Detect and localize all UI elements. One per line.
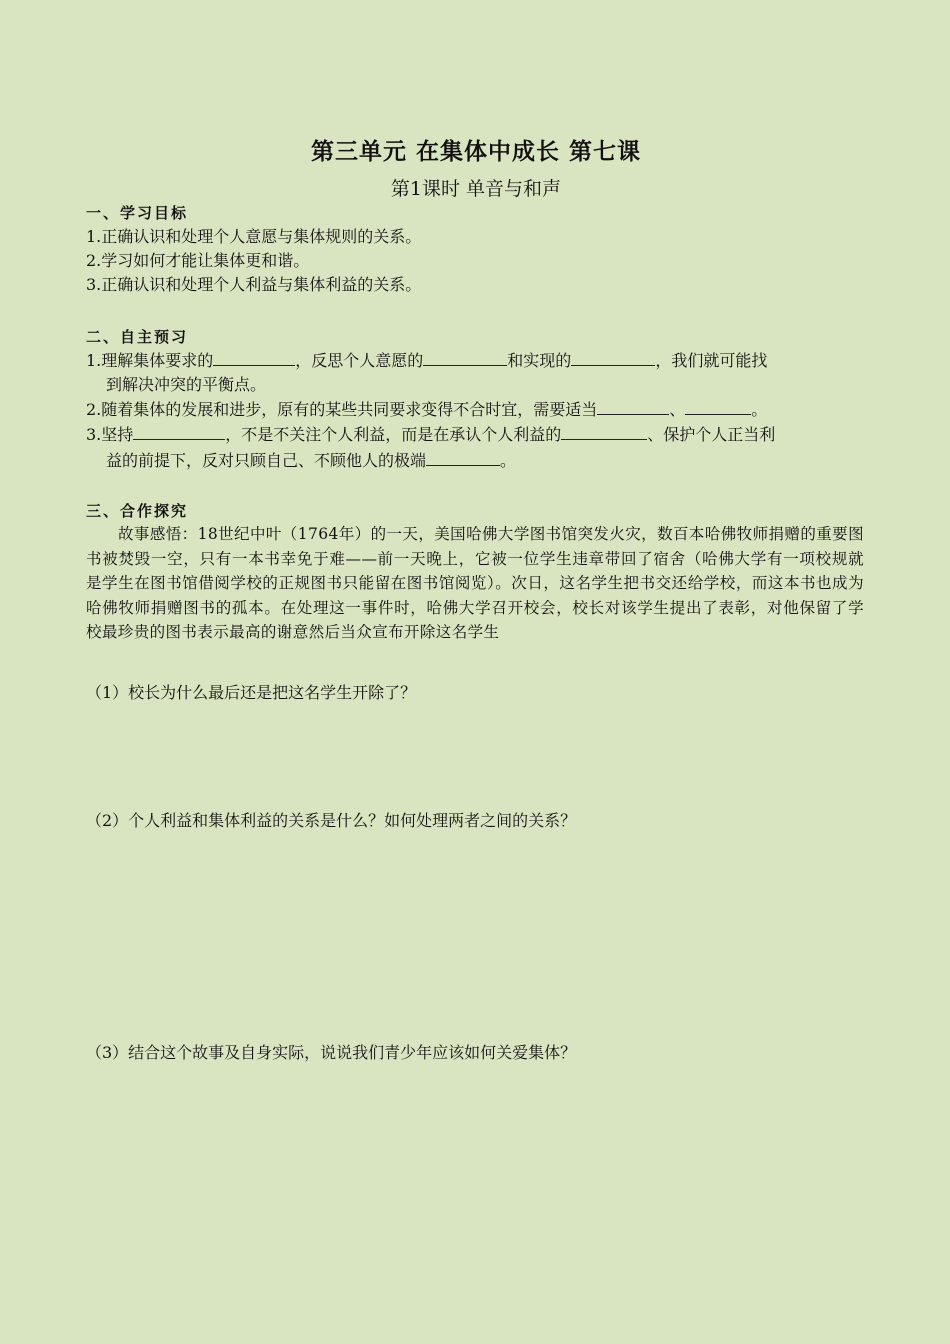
fill-blank[interactable]	[213, 349, 295, 366]
inquiry-question-1: （1）校长为什么最后还是把这名学生开除了？	[86, 683, 417, 702]
story-paragraph: 故事感悟：18世纪中叶（1764年）的一天，美国哈佛大学图书馆突发火灾，数百本哈佛牧师捐赠的重要图书被焚毁一空，只有一本书幸免于难——前一天晚上，它被一位学生违章带回了宿舍（哈佛大学有一项校规就是学生在图书馆借阅学校的正规图书只能留在图书馆阅览）。次日，这名学生把书交还给学校，而这本书也成为哈佛牧师捐赠图书的孤本。在处理这一事件时，哈佛大学召开校会，校长对该学生提出了表彰，对他保留了学校最珍贵的图书表示最高的谢意然后当众宣布开除这名学生	[86, 525, 864, 641]
preview-q3-text-c: 、保护个人正当利	[647, 425, 776, 444]
preview-q1-text-b: ，反思个人意愿的	[295, 351, 424, 370]
fill-blank[interactable]	[561, 423, 647, 440]
page-subtitle: 第1课时 单音与和声	[390, 178, 562, 200]
preview-question-1-cont: 到解决冲突的平衡点。	[106, 375, 267, 394]
inquiry-question-2: （2）个人利益和集体利益的关系是什么？如何处理两者之间的关系？	[86, 811, 577, 830]
fill-blank[interactable]	[423, 349, 507, 366]
preview-question-1	[86, 349, 866, 373]
goal-item: 1.正确认识和处理个人意愿与集体规则的关系。	[86, 227, 422, 246]
fill-blank[interactable]	[133, 423, 225, 440]
section-heading-learning-goals: 一、学习目标	[86, 204, 189, 222]
preview-question-3-cont	[86, 449, 886, 473]
worksheet-page	[86, 0, 866, 1344]
preview-q3-text-d: 益的前提下，反对只顾自己、不顾他人的极端	[106, 451, 427, 470]
goal-item: 3.正确认识和处理个人利益与集体利益的关系。	[86, 275, 422, 294]
preview-q3-text-b: ，不是不关注个人利益，而是在承认个人利益的	[225, 425, 562, 444]
fill-blank[interactable]	[426, 449, 500, 466]
fill-blank[interactable]	[571, 349, 655, 366]
preview-q3-text-a: 3.坚持	[86, 425, 134, 444]
preview-q2-text-a: 2.随着集体的发展和进步，原有的某些共同要求变得不合时宜，需要适当	[86, 400, 598, 419]
section-heading-cooperative-inquiry: 三、合作探究	[86, 502, 189, 520]
fill-blank[interactable]	[597, 398, 669, 415]
section-heading-self-study: 二、自主预习	[86, 328, 189, 346]
preview-q3-text-e: 。	[500, 451, 517, 470]
inquiry-question-3: （3）结合这个故事及自身实际，说说我们青少年应该如何关爱集体？	[86, 1043, 577, 1062]
page-title: 第三单元 在集体中成长 第七课	[310, 139, 641, 165]
preview-q2-text-c: 。	[751, 400, 768, 419]
goal-item: 2.学习如何才能让集体更和谐。	[86, 251, 310, 270]
preview-question-2	[86, 398, 866, 422]
preview-q2-text-b: 、	[669, 400, 686, 419]
preview-question-3	[86, 423, 866, 447]
preview-q1-text-d: ，我们就可能找	[655, 351, 768, 370]
preview-q1-text-c: 和实现的	[507, 351, 572, 370]
fill-blank[interactable]	[685, 398, 751, 415]
preview-q1-text-a: 1.理解集体要求的	[86, 351, 214, 370]
